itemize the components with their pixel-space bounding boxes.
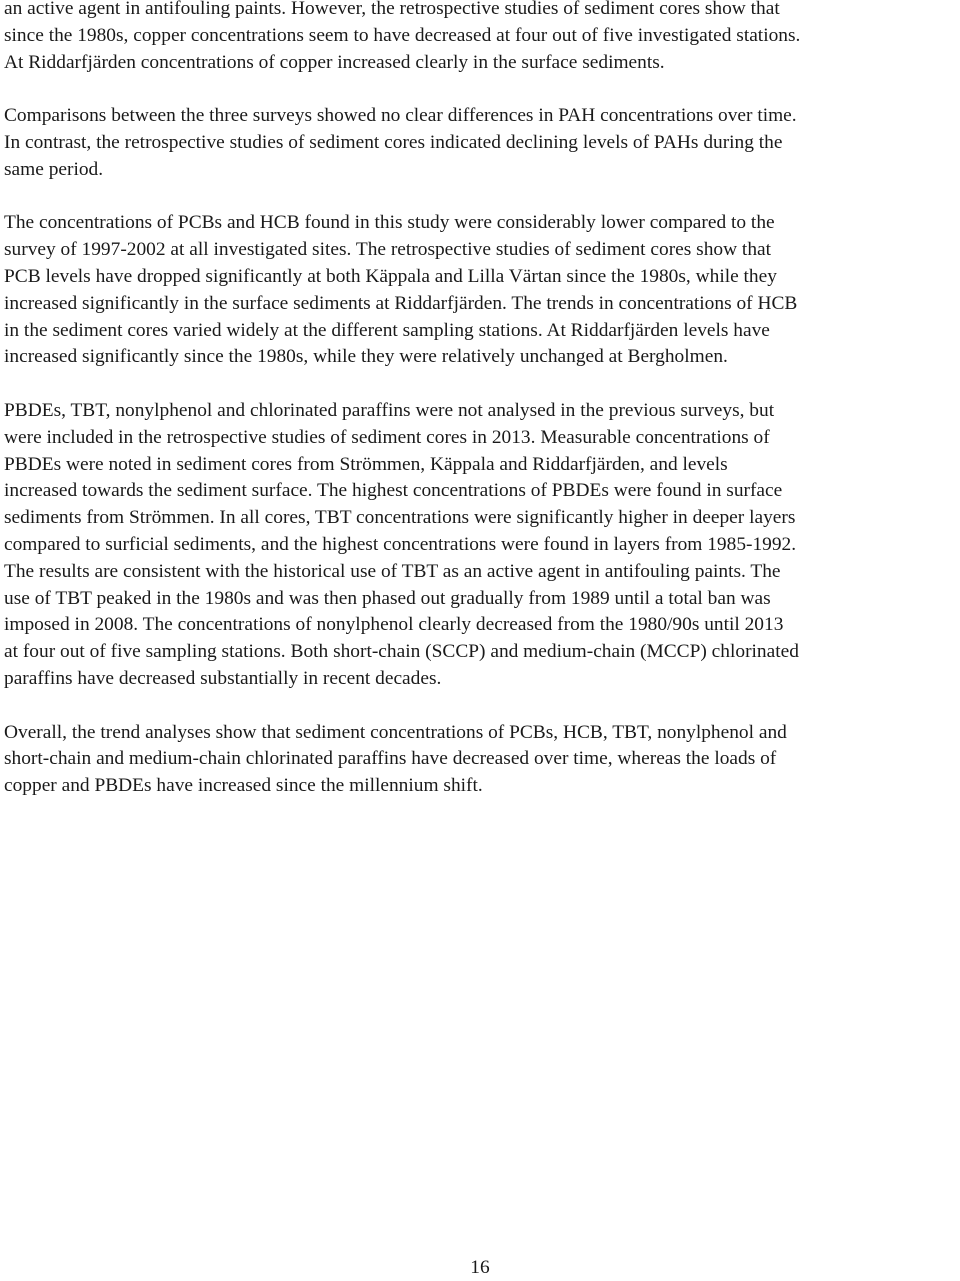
page-number: 16: [470, 1257, 490, 1278]
text-line: sediments from Strömmen. In all cores, TBT concentrations were significantly higher in deeper layers: [4, 507, 796, 529]
text-line: The concentrations of PCBs and HCB found in this study were considerably lower compared to the: [4, 212, 775, 234]
text-line: Overall, the trend analyses show that sediment concentrations of PCBs, HCB, TBT, nonylphenol and: [4, 721, 787, 743]
text-line: increased significantly in the surface sediments at Riddarfjärden. The trends in concentrations of HCB: [4, 292, 798, 314]
paragraph-spacer: [4, 371, 960, 398]
text-line: PCB levels have dropped significantly at both Käppala and Lilla Värtan since the 1980s, while they: [4, 265, 777, 287]
paragraph-pcb-hcb: [4, 210, 960, 371]
paragraph-spacer: [4, 184, 960, 211]
text-line: survey of 1997-2002 at all investigated sites. The retrospective studies of sediment cores show that: [4, 239, 772, 261]
text-line: paraffins have decreased substantially in recent decades.: [4, 667, 442, 689]
paragraph-spacer: [4, 76, 960, 103]
paragraph-spacer: [4, 693, 960, 720]
paragraph-pah: [4, 103, 960, 183]
paragraph-pbde-tbt: [4, 398, 960, 693]
text-line: short-chain and medium-chain chlorinated paraffins have decreased over time, whereas the loads of: [4, 748, 777, 770]
text-line: use of TBT peaked in the 1980s and was then phased out gradually from 1989 until a total ban was: [4, 587, 771, 609]
text-line: since the 1980s, copper concentrations seem to have decreased at four out of five investigated stations.: [4, 24, 801, 46]
text-line: an active agent in antifouling paints. However, the retrospective studies of sediment cores show that: [4, 0, 780, 19]
text-line: compared to surficial sediments, and the highest concentrations were found in layers from 1985-1992.: [4, 533, 797, 555]
text-line: PBDEs were noted in sediment cores from Strömmen, Käppala and Riddarfjärden, and levels: [4, 453, 728, 475]
text-line: increased towards the sediment surface. The highest concentrations of PBDEs were found in surface: [4, 480, 783, 502]
text-line: The results are consistent with the historical use of TBT as an active agent in antifouling paints. The: [4, 560, 781, 582]
text-line: Comparisons between the three surveys showed no clear differences in PAH concentrations over time.: [4, 105, 797, 127]
text-line: PBDEs, TBT, nonylphenol and chlorinated paraffins were not analysed in the previous surveys, but: [4, 399, 775, 421]
text-line: In contrast, the retrospective studies of sediment cores indicated declining levels of PAHs during the: [4, 131, 783, 153]
text-line: at four out of five sampling stations. Both short-chain (SCCP) and medium-chain (MCCP) chlorinated: [4, 641, 799, 663]
text-line: in the sediment cores varied widely at the different sampling stations. At Riddarfjärden levels have: [4, 319, 770, 341]
text-line: copper and PBDEs have increased since the millennium shift.: [4, 775, 483, 797]
text-line: were included in the retrospective studies of sediment cores in 2013. Measurable concentrations of: [4, 426, 770, 448]
text-line: imposed in 2008. The concentrations of nonylphenol clearly decreased from the 1980/90s until 2013: [4, 614, 784, 636]
text-line: At Riddarfjärden concentrations of copper increased clearly in the surface sediments.: [4, 51, 665, 73]
text-line: same period.: [4, 158, 104, 180]
document-page: [4, 0, 960, 800]
text-line: increased significantly since the 1980s, while they were relatively unchanged at Bergholmen.: [4, 346, 728, 368]
paragraph-overall: [4, 720, 960, 800]
paragraph-copper: [4, 0, 960, 76]
